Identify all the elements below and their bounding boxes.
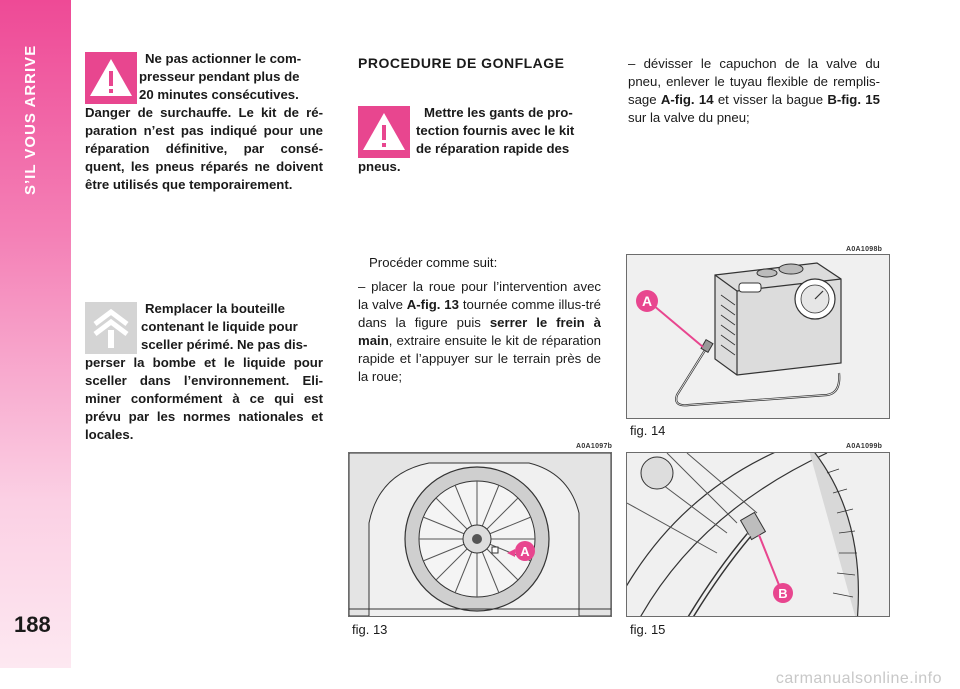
figure-code: A0A1097b [576,443,613,450]
figure-caption: fig. 15 [630,622,666,637]
procedure-step-1: – placer la roue pour l’intervention avec la valve A-fig. 13 tournée comme illus-tré dans la figure puis serrer le frein à main, extraire ensuite le kit de réparation rapide et l’appuyer sur le terrain près de la roue; [358,279,601,384]
procedure-intro: Procéder comme suit: [369,255,498,270]
gloves-lead-2: tection fournis avec le kit [416,123,575,138]
watermark: carmanualsonline.info [775,670,942,687]
figure-caption: fig. 13 [352,622,388,637]
env-lead-2: contenant le liquide pour [141,319,298,334]
env-lead-1: Remplacer la bouteille [145,301,285,316]
warning-lead-1: Ne pas actionner le com- [145,51,302,66]
warning-text: Danger de surchauffe. Le kit de ré-paration n’est pas indiqué pour une réparation définitive, par consé-quent, les pneus réparés ne doivent être utilisés que temporairement. [85,105,323,192]
figure-callout-label: A [641,293,653,309]
figure-wheel [348,452,612,617]
figure-callout-label: A [520,544,530,559]
figure-callout-label: B [778,586,788,601]
gloves-text: pneus. [358,159,401,174]
gloves-lead-1: Mettre les gants de pro- [424,105,573,120]
env-lead-3: sceller périmé. Ne pas dis- [141,337,308,352]
figure-caption: fig. 14 [630,423,666,438]
figure-compressor [626,254,890,419]
warning-lead-3: 20 minutes consécutives. [139,87,299,102]
warning-icon [358,106,410,158]
procedure-step-2: – dévisser le capuchon de la valve du pneu, enlever le tuyau flexible de remplis-sage A-fig. 14 et visser la bague B-fig. 15 sur la valve du pneu; [628,56,880,125]
gloves-lead-3: de réparation rapide des [416,141,570,156]
env-text: perser la bombe et le liquide pour sceller dans l’environnement. Eli-miner conformément à ce qui est prévu par les normes nationales et locales. [85,355,323,442]
page-number: 188 [14,612,51,637]
section-title: S’IL VOUS ARRIVE [22,45,39,196]
environment-icon [85,302,137,354]
figure-valve [626,452,890,617]
figure-code: A0A1099b [846,443,883,450]
warning-lead-2: presseur pendant plus de [139,69,300,84]
warning-icon [85,52,137,104]
section-heading: PROCEDURE DE GONFLAGE [358,55,565,71]
figure-code: A0A1098b [846,246,883,253]
